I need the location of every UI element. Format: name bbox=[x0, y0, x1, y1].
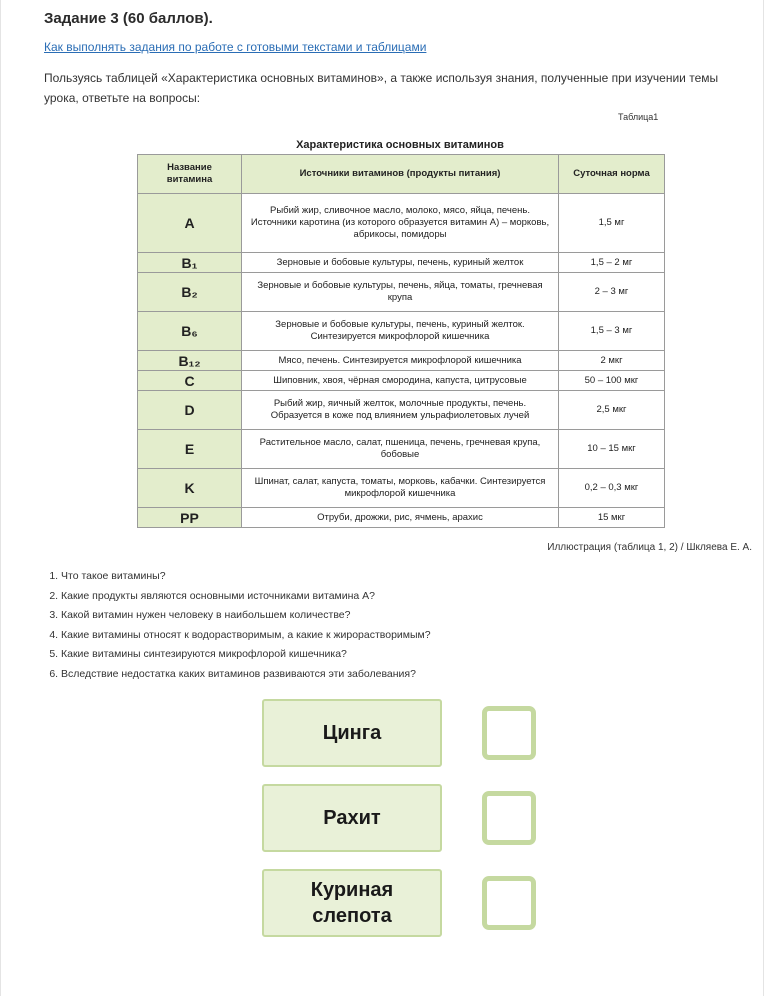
table-row bbox=[138, 273, 665, 312]
vitamin-sources: Рыбий жир, сливочное масло, молоко, мясо, яйца, печень. Источники каротина (из которого образуется витамин А) – морковь, абрикосы, помидоры bbox=[242, 194, 559, 253]
vitamin-dose: 1,5 – 3 мг bbox=[559, 312, 665, 351]
vitamin-name: A bbox=[138, 194, 242, 253]
question-item: 1. Что такое витамины? bbox=[61, 567, 431, 587]
vitamin-name: K bbox=[138, 469, 242, 508]
question-item: 4. Какие витамины относят к водорастворимым, а какие к жирорастворимым? bbox=[61, 626, 431, 646]
illustration-credit: Иллюстрация (таблица 1, 2) / Шкляева Е. А. bbox=[547, 542, 752, 553]
table-row bbox=[138, 351, 665, 371]
table-title: Характеристика основных витаминов bbox=[296, 139, 504, 151]
vitamin-name: B₂ bbox=[138, 273, 242, 312]
table-row bbox=[138, 430, 665, 469]
vitamin-dose: 2,5 мкг bbox=[559, 391, 665, 430]
vitamin-dose: 1,5 – 2 мг bbox=[559, 253, 665, 273]
answer-box-scurvy[interactable] bbox=[482, 706, 536, 760]
help-link[interactable]: Как выполнять задания по работе с готовыми текстами и таблицами bbox=[44, 40, 427, 54]
vitamin-sources: Зерновые и бобовые культуры, печень, яйца, томаты, гречневая крупа bbox=[242, 273, 559, 312]
vitamin-sources: Отруби, дрожжи, рис, ячмень, арахис bbox=[242, 508, 559, 528]
table-row bbox=[138, 312, 665, 351]
task-intro: Пользуясь таблицей «Характеристика основных витаминов», а также используя знания, полученные при изучении темы урока, ответьте на вопросы: bbox=[44, 71, 719, 105]
vitamin-dose: 10 – 15 мкг bbox=[559, 430, 665, 469]
header-vitamin-name: Название витамина bbox=[138, 155, 242, 194]
vitamin-name: E bbox=[138, 430, 242, 469]
vitamin-name: B₆ bbox=[138, 312, 242, 351]
answer-box-night-blindness[interactable] bbox=[482, 876, 536, 930]
vitamin-name: C bbox=[138, 371, 242, 391]
table-row bbox=[138, 508, 665, 528]
vitamin-sources: Растительное масло, салат, пшеница, печень, гречневая крупа, бобовые bbox=[242, 430, 559, 469]
task-title: Задание 3 (60 баллов). bbox=[44, 10, 213, 27]
header-sources: Источники витаминов (продукты питания) bbox=[242, 155, 559, 194]
table-header-row bbox=[138, 155, 665, 194]
vitamins-table bbox=[137, 154, 665, 528]
vitamin-name: B₁ bbox=[138, 253, 242, 273]
vitamin-sources: Зерновые и бобовые культуры, печень, куриный желток bbox=[242, 253, 559, 273]
disease-card-night-blindness: Куриная слепота bbox=[262, 869, 442, 937]
vitamin-sources: Шиповник, хвоя, чёрная смородина, капуста, цитрусовые bbox=[242, 371, 559, 391]
vitamin-name: B₁₂ bbox=[138, 351, 242, 371]
vitamin-dose: 2 мкг bbox=[559, 351, 665, 371]
vitamin-dose: 50 – 100 мкг bbox=[559, 371, 665, 391]
question-item: 5. Какие витамины синтезируются микрофлорой кишечника? bbox=[61, 645, 431, 665]
table-row bbox=[138, 371, 665, 391]
table-row bbox=[138, 253, 665, 273]
vitamin-sources: Шпинат, салат, капуста, томаты, морковь, кабачки. Синтезируется микрофлорой кишечника bbox=[242, 469, 559, 508]
table-row bbox=[138, 391, 665, 430]
vitamin-sources: Зерновые и бобовые культуры, печень, куриный желток. Синтезируется микрофлорой кишечника bbox=[242, 312, 559, 351]
disease-card-rickets: Рахит bbox=[262, 784, 442, 852]
vitamin-dose: 1,5 мг bbox=[559, 194, 665, 253]
vitamin-dose: 0,2 – 0,3 мкг bbox=[559, 469, 665, 508]
vitamin-name: PP bbox=[138, 508, 242, 528]
disease-card-scurvy: Цинга bbox=[262, 699, 442, 767]
question-item: 3. Какой витамин нужен человеку в наибольшем количестве? bbox=[61, 606, 431, 626]
vitamin-dose: 2 – 3 мг bbox=[559, 273, 665, 312]
vitamin-name: D bbox=[138, 391, 242, 430]
table-row bbox=[138, 469, 665, 508]
header-daily-norm: Суточная норма bbox=[559, 155, 665, 194]
table-row bbox=[138, 194, 665, 253]
question-item: 2. Какие продукты являются основными источниками витамина А? bbox=[61, 587, 431, 607]
question-item: 6. Вследствие недостатка каких витаминов развиваются эти заболевания? bbox=[61, 665, 431, 685]
answer-box-rickets[interactable] bbox=[482, 791, 536, 845]
vitamin-dose: 15 мкг bbox=[559, 508, 665, 528]
questions-list bbox=[44, 567, 431, 685]
vitamin-sources: Рыбий жир, яичный желток, молочные продукты, печень. Образуется в коже под влиянием ульрафиолетовых лучей bbox=[242, 391, 559, 430]
vitamin-sources: Мясо, печень. Синтезируется микрофлорой кишечника bbox=[242, 351, 559, 371]
table-label: Таблица1 bbox=[618, 112, 659, 122]
